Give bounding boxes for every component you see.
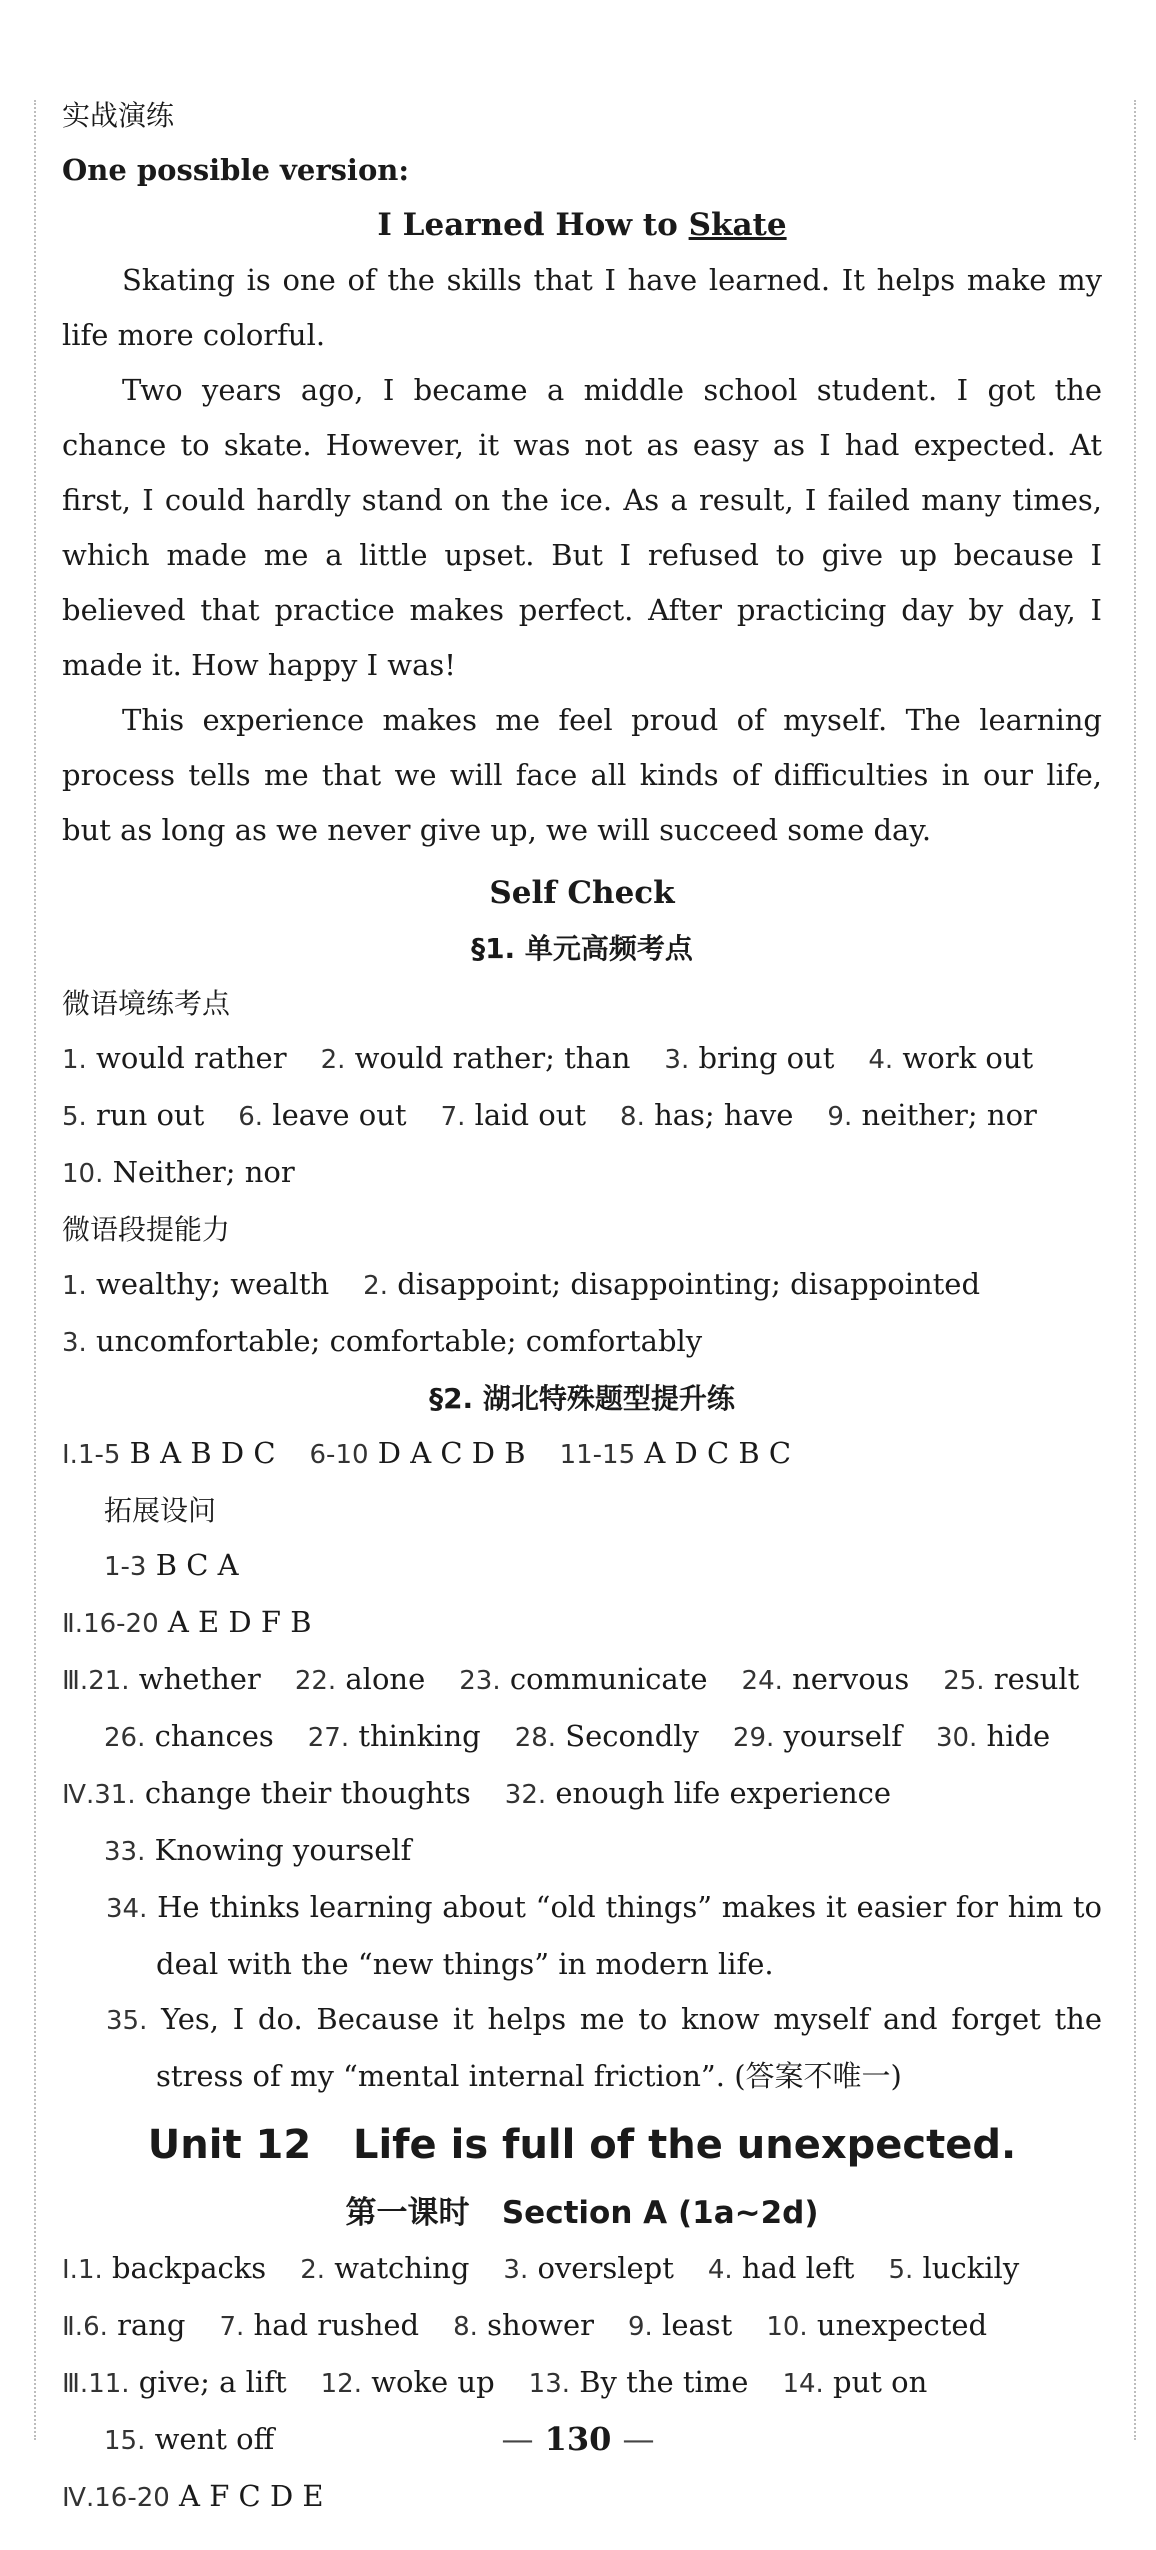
answer-text: communicate <box>509 1662 708 1696</box>
answer-item <box>62 1145 295 1202</box>
answer-number: 2. <box>300 2255 325 2285</box>
answer-item <box>295 1652 425 1709</box>
answer-number: 10. <box>766 2312 808 2342</box>
essay-paragraph-3: This experience makes me feel proud of myself. The learning process tells me that we will face all kinds of difficulties in our life, but as long as we never give up, we will succeed some day. <box>62 703 1102 847</box>
answer-number: 14. <box>782 2369 824 2399</box>
answer-text: rang <box>117 2308 186 2342</box>
answer-text: least <box>662 2308 733 2342</box>
answer-number: 4. <box>707 2255 733 2285</box>
answer-number: 22. <box>294 1666 337 1696</box>
answer-number: 12. <box>320 2369 362 2399</box>
micro-paragraph-heading: 微语段提能力 <box>62 1213 231 1246</box>
answer-text: enough life experience <box>555 1776 892 1810</box>
essay-paragraph-2: Two years ago, I became a middle school student. I got the chance to skate. However, it was not as easy as I had expected. At first, I could hardly stand on the ice. As a result, I failed many times, which made me a little upset. But I refused to give up because I believed that practice makes perfect. After practicing day by day, I made it. How happy I was! <box>62 373 1102 682</box>
practice-heading: 实战演练 <box>62 99 175 132</box>
answer-text: B A B D C <box>129 1436 276 1470</box>
answer-item <box>78 1426 276 1483</box>
answer-number: 6. <box>238 1102 264 1132</box>
answer-text: D A C D B <box>377 1436 526 1470</box>
answer-number: 26. <box>104 1723 146 1753</box>
lesson-part-2: Ⅱ.6. rang 7. had rushed 8. shower 9. least 10. unexpected <box>62 2298 1102 2355</box>
answer-number: 13. <box>528 2369 571 2399</box>
page-number: — 130 — <box>501 2420 655 2458</box>
answer-number: 9. <box>827 1102 853 1132</box>
answer-number: 1-5 <box>77 1440 121 1470</box>
answer-item <box>628 2298 732 2355</box>
answer-item <box>220 2298 420 2355</box>
answer-number: 30. <box>935 1723 978 1753</box>
answer-item <box>943 1652 1079 1709</box>
answer-text: By the time <box>579 2365 749 2399</box>
answer-number: 11. <box>88 2369 130 2399</box>
answer-item <box>708 2241 855 2298</box>
answer-page <box>62 88 1102 2526</box>
answer-text: backpacks <box>111 2251 267 2285</box>
answer-number: 5. <box>62 1102 87 1132</box>
answer-item <box>441 1088 586 1145</box>
answer-number: 25. <box>943 1666 985 1696</box>
answer-number: 8. <box>620 1102 645 1132</box>
answer-item <box>782 2355 927 2412</box>
micro-paragraph-answers <box>62 1257 1102 1371</box>
answer-text: hide <box>986 1719 1051 1753</box>
answer-number: 5. <box>888 2255 914 2285</box>
answer-number: 27. <box>307 1723 350 1753</box>
answer-text: would rather <box>96 1041 287 1075</box>
answer-number: 7. <box>440 1102 466 1132</box>
answer-number: 3. <box>503 2255 529 2285</box>
answer-item <box>94 1766 471 1823</box>
q34: 34. He thinks learning about “old things” makes it easier for him to deal with the “new things” in modern life. <box>106 1890 1102 1981</box>
answer-number: 24. <box>741 1666 783 1696</box>
lesson-part-4: Ⅳ.16-20 A F C D E <box>62 2479 324 2513</box>
answer-text: leave out <box>272 1098 407 1132</box>
s2-part-1-items <box>78 1436 825 1470</box>
possible-version-label: One possible version: <box>62 153 410 187</box>
answer-text: shower <box>487 2308 595 2342</box>
answer-number: 2. <box>320 1045 346 1075</box>
answer-text: whether <box>138 1662 261 1696</box>
answer-text: unexpected <box>816 2308 988 2342</box>
answer-item <box>766 2298 987 2355</box>
answer-number: 29. <box>732 1723 775 1753</box>
answer-text: woke up <box>371 2365 495 2399</box>
answer-item <box>664 1031 834 1088</box>
answer-item <box>888 2241 1019 2298</box>
answer-number: 10. <box>62 1159 104 1189</box>
micro-context-heading: 微语境练考点 <box>62 987 231 1020</box>
answer-number: 6. <box>83 2312 108 2342</box>
answer-text: had rushed <box>253 2308 420 2342</box>
answer-text: thinking <box>358 1719 481 1753</box>
answer-row <box>62 1031 1102 1088</box>
answer-item <box>62 1257 329 1314</box>
answer-number: 1. <box>62 1271 87 1301</box>
answer-item <box>620 1088 793 1145</box>
answer-item <box>104 1709 274 1766</box>
answer-item <box>300 2241 469 2298</box>
answer-text: Secondly <box>565 1719 699 1753</box>
answer-text: watching <box>334 2251 470 2285</box>
answer-number: 32. <box>504 1780 547 1810</box>
answer-text: result <box>993 1662 1080 1696</box>
right-margin-rule <box>1134 100 1136 2440</box>
answer-number: 31. <box>94 1780 136 1810</box>
section-1-title: §1. 单元高频考点 <box>471 932 693 965</box>
answer-item <box>238 1088 406 1145</box>
answer-item <box>78 2241 266 2298</box>
answer-item <box>560 1426 792 1483</box>
answer-item <box>936 1709 1050 1766</box>
answer-text: has; have <box>654 1098 794 1132</box>
micro-context-answers <box>62 1031 1102 1202</box>
answer-text: would rather; than <box>354 1041 631 1075</box>
q35: 35. Yes, I do. Because it helps me to know myself and forget the stress of my “mental internal friction”. (答案不唯一) <box>106 2002 1102 2093</box>
answer-text: wealthy; wealth <box>96 1267 330 1301</box>
lesson-part-3-cont: 15. went off <box>104 2422 275 2456</box>
s2-part-1: Ⅰ.1-5 B A B D C 6-10 D A C D B 11-15 A D C B C <box>62 1426 1102 1483</box>
answer-number: 6-10 <box>309 1440 369 1470</box>
answer-row <box>62 1145 1102 1202</box>
answer-item <box>868 1031 1033 1088</box>
answer-item <box>88 1652 261 1709</box>
answer-number: 1. <box>62 1045 87 1075</box>
section-2-title: §2. 湖北特殊题型提升练 <box>429 1382 735 1415</box>
answer-text: run out <box>96 1098 205 1132</box>
answer-item <box>62 1088 204 1145</box>
answer-text: yourself <box>783 1719 902 1753</box>
extension-heading: 拓展设问 <box>104 1494 217 1527</box>
answer-item <box>62 1314 702 1371</box>
s2-part-4-row-1: Ⅳ.31. change their thoughts 32. enough life experience <box>62 1766 1102 1823</box>
answer-number: 28. <box>514 1723 557 1753</box>
answer-item <box>503 2241 673 2298</box>
answer-item <box>733 1709 902 1766</box>
answer-item <box>321 1031 631 1088</box>
answer-number: 2. <box>363 1271 388 1301</box>
answer-text: bring out <box>698 1041 835 1075</box>
answer-text: nervous <box>792 1662 910 1696</box>
answer-number: 3. <box>62 1328 87 1358</box>
essay-paragraph-1: Skating is one of the skills that I have learned. It helps make my life more colorful. <box>62 263 1102 352</box>
lesson-part-1: Ⅰ.1. backpacks 2. watching 3. overslept 4. had left 5. luckily <box>62 2241 1102 2298</box>
answer-number: 8. <box>453 2312 478 2342</box>
left-margin-rule <box>34 100 36 2440</box>
q33: 33. Knowing yourself <box>104 1833 412 1867</box>
answer-number: 7. <box>219 2312 245 2342</box>
answer-text: overslept <box>537 2251 674 2285</box>
answer-item <box>308 1709 481 1766</box>
answer-item <box>83 2298 185 2355</box>
answer-text: disappoint; disappointing; disappointed <box>397 1267 981 1301</box>
answer-item <box>62 1031 287 1088</box>
answer-text: had left <box>741 2251 855 2285</box>
unit-title: Unit 12 Life is full of the unexpected. <box>147 2122 1017 2168</box>
answer-text: change their thoughts <box>144 1776 471 1810</box>
s2-part-2: Ⅱ.16-20 A E D F B <box>62 1605 312 1639</box>
answer-text: laid out <box>474 1098 587 1132</box>
answer-text: neither; nor <box>861 1098 1037 1132</box>
answer-number: 11-15 <box>559 1440 636 1470</box>
answer-number: 1. <box>77 2255 103 2285</box>
s2-part-3-row-2 <box>62 1709 1102 1766</box>
answer-number: 4. <box>868 1045 894 1075</box>
answer-number: 21. <box>88 1666 130 1696</box>
answer-item <box>363 1257 980 1314</box>
answer-item <box>505 1766 891 1823</box>
answer-text: chances <box>154 1719 274 1753</box>
answer-text: alone <box>345 1662 426 1696</box>
s2-part-3-row-1: Ⅲ.21. whether 22. alone 23. communicate 24. nervous 25. result <box>62 1652 1102 1709</box>
answer-row <box>62 1257 1102 1314</box>
answer-number: 3. <box>664 1045 690 1075</box>
answer-item <box>88 2355 286 2412</box>
lesson-part-3: Ⅲ.11. give; a lift 12. woke up 13. By the time 14. put on <box>62 2355 1102 2412</box>
answer-text: luckily <box>922 2251 1020 2285</box>
answer-item <box>827 1088 1037 1145</box>
answer-text: A D C B C <box>644 1436 792 1470</box>
answer-item <box>453 2298 594 2355</box>
answer-number: 23. <box>459 1666 501 1696</box>
answer-item <box>529 2355 749 2412</box>
answer-item <box>321 2355 495 2412</box>
answer-item <box>515 1709 699 1766</box>
answer-item <box>459 1652 707 1709</box>
answer-item <box>310 1426 526 1483</box>
extension-answers: 1-3 B C A <box>104 1548 239 1582</box>
answer-text: put on <box>833 2365 928 2399</box>
answer-number: 9. <box>628 2312 653 2342</box>
answer-row <box>62 1088 1102 1145</box>
answer-item <box>742 1652 910 1709</box>
lesson-title: 第一课时 Section A (1a~2d) <box>345 2195 819 2231</box>
answer-text: work out <box>902 1041 1034 1075</box>
answer-row <box>62 1314 1102 1371</box>
answer-text: Neither; nor <box>112 1155 295 1189</box>
answer-text: give; a lift <box>138 2365 287 2399</box>
essay-title: I Learned How to Skate <box>377 207 787 243</box>
self-check-title: Self Check <box>489 875 675 911</box>
answer-text: uncomfortable; comfortable; comfortably <box>96 1324 703 1358</box>
